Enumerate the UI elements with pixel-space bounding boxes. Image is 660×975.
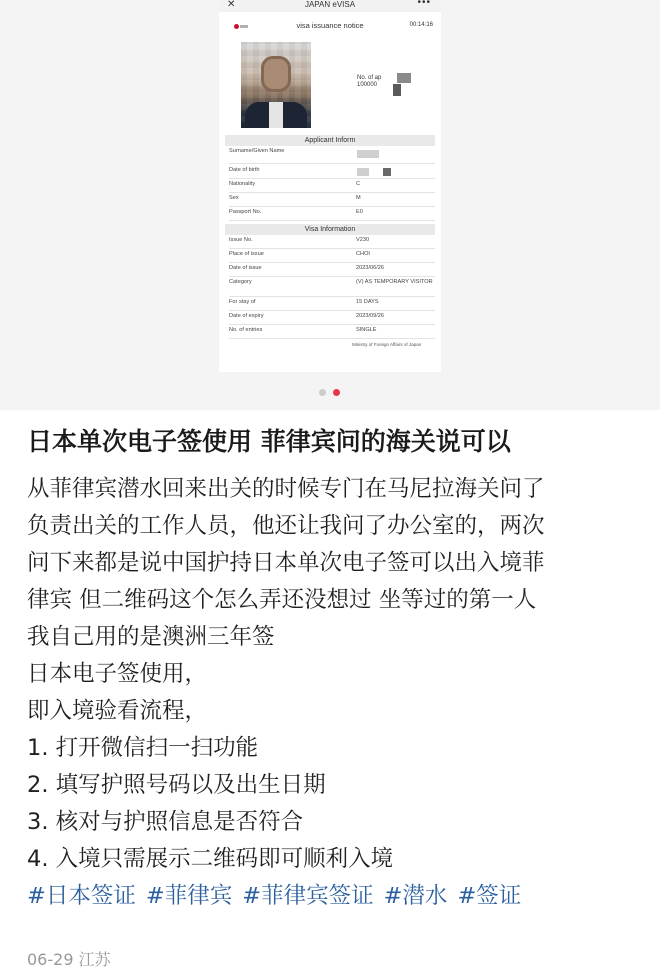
hashtag-link[interactable]: #日本签证 <box>27 883 136 909</box>
body-line: 从菲律宾潜水回来出关的时候专门在马尼拉海关问了 <box>27 476 545 502</box>
body-line: 即入境验看流程， <box>27 698 208 724</box>
post-body <box>27 471 647 878</box>
applicant-row: Date of birth <box>229 167 435 179</box>
hashtag-link[interactable]: #菲律宾 <box>145 883 233 909</box>
applicant-row: Sex M <box>229 195 435 207</box>
application-number: No. of ap 100000 <box>357 75 382 88</box>
visa-row: Date of issue 2023/06/26 <box>229 265 435 277</box>
visa-row: Place of issue CHOI <box>229 251 435 263</box>
applicant-row: Surname/Given Name <box>229 148 435 164</box>
body-line: 3. 核对与护照信息是否符合 <box>27 809 304 835</box>
body-line: 日本电子签使用， <box>27 661 208 687</box>
redaction-block <box>393 84 401 96</box>
visa-row: Issue No. V230 <box>229 237 435 249</box>
redaction-block <box>383 168 391 176</box>
visa-row: Category (V) AS TEMPORARY VISITOR <box>229 279 435 297</box>
app-title: JAPAN eVISA <box>304 0 356 9</box>
carousel-dot-1[interactable] <box>319 389 326 396</box>
redaction-block <box>357 168 369 176</box>
visa-row: Date of expiry 2023/09/26 <box>229 313 435 325</box>
more-icon: ••• <box>417 0 431 8</box>
close-icon: ✕ <box>227 0 236 10</box>
post-date-location: 06-29 江苏 <box>27 950 111 969</box>
notice-title: visa issuance notice <box>296 21 364 30</box>
applicant-row: Nationality C <box>229 181 435 193</box>
body-line: 问下来都是说中国护持日本单次电子签可以出入境菲 <box>27 550 545 576</box>
evisa-screenshot[interactable] <box>219 0 441 372</box>
body-line: 负责出关的工作人员，他还让我问了办公室的，两次 <box>27 513 545 539</box>
body-line: 2. 填写护照号码以及出生日期 <box>27 772 326 798</box>
visa-section-header: Visa Information <box>225 224 435 235</box>
redaction-block <box>397 73 411 83</box>
post-title: 日本单次电子签使用 菲律宾问的海关说可以 <box>27 427 511 456</box>
ministry-footer: Ministry of Foreign Affairs of Japan <box>352 342 422 347</box>
hashtag-link[interactable]: #菲律宾签证 <box>242 883 374 909</box>
body-line: 4. 入境只需展示二维码即可顺利入境 <box>27 846 394 872</box>
redaction-block <box>357 150 379 158</box>
applicant-photo <box>241 42 311 128</box>
body-line: 我自己用的是澳洲三年签 <box>27 624 275 650</box>
body-line: 律宾 但二维码这个怎么弄还没想过 坐等过的第一人 <box>27 587 537 613</box>
body-line: 1. 打开微信扫一扫功能 <box>27 735 259 761</box>
hashtag-list <box>27 878 647 910</box>
visa-row: For stay of 15 DAYS <box>229 299 435 311</box>
applicant-row: Passport No. E0 <box>229 209 435 221</box>
hashtag-link[interactable]: #潜水 <box>383 883 448 909</box>
visa-row: No. of entries SINGLE <box>229 327 435 339</box>
notice-header <box>219 18 441 34</box>
image-carousel[interactable] <box>0 0 660 410</box>
applicant-section-header: Applicant Inform <box>225 135 435 146</box>
notice-time: 00:14:16 <box>409 22 433 28</box>
app-topbar <box>219 0 441 12</box>
carousel-dot-2-active[interactable] <box>333 389 340 396</box>
hashtag-link[interactable]: #签证 <box>457 883 522 909</box>
